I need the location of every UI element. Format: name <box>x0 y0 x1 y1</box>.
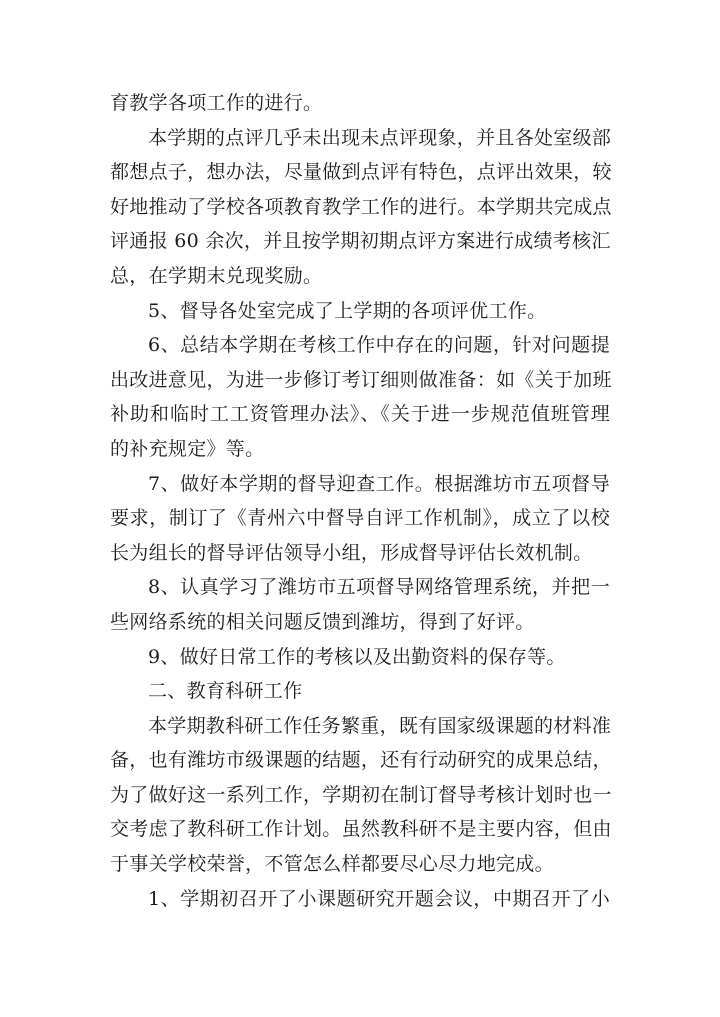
text-line: 出改进意见，为进一步修订考订细则做准备：如《关于加班 <box>110 368 612 391</box>
text-line: 本学期教科研工作任务繁重，既有国家级课题的材料准 <box>148 714 612 737</box>
document-page <box>110 86 610 916</box>
text-line: 9、做好日常工作的考核以及出勤资料的保存等。 <box>148 645 566 668</box>
text-line: 为了做好这一系列工作，学期初在制订督导考核计划时也一 <box>110 783 612 806</box>
text-line: 育教学各项工作的进行。 <box>110 92 323 114</box>
text-line: 长为组长的督导评估领导小组，形成督导评估长效机制。 <box>110 541 593 564</box>
text-line: 要求，制订了《青州六中督导自评工作机制》，成立了以校 <box>110 507 610 530</box>
text-line: 备，也有潍坊市级课题的结题，还有行动研究的成果总结， <box>110 749 612 772</box>
text-line: 1、学期初召开了小课题研究开题会议，中期召开了小 <box>148 887 610 910</box>
text-line: 本学期的点评几乎未出现未点评现象，并且各处室级部 <box>148 126 612 149</box>
text-line: 的补充规定》等。 <box>110 437 265 460</box>
text-line: 些网络系统的相关问题反馈到潍坊，得到了好评。 <box>110 610 535 633</box>
text-line: 补助和临时工工资管理办法》、《关于进一步规范值班管理 <box>110 403 610 426</box>
text-line: 5、督导各处室完成了上学期的各项评优工作。 <box>148 299 547 322</box>
text-line: 好地推动了学校各项教育教学工作的进行。本学期共完成点 <box>110 195 612 218</box>
text-line: 评通报 60 余次，并且按学期初期点评方案进行成绩考核汇 <box>110 230 611 253</box>
text-line: 7、做好本学期的督导迎查工作。根据潍坊市五项督导 <box>148 472 610 495</box>
text-line: 6、总结本学期在考核工作中存在的问题，针对问题提 <box>148 334 610 357</box>
text-line: 8、认真学习了潍坊市五项督导网络管理系统，并把一 <box>148 576 610 599</box>
text-line: 于事关学校荣誉，不管怎么样都要尽心尽力地完成。 <box>110 853 554 876</box>
text-line: 都想点子，想办法，尽量做到点评有特色，点评出效果，较 <box>110 161 612 184</box>
text-line: 交考虑了教科研工作计划。虽然教科研不是主要内容，但由 <box>110 818 612 841</box>
text-line: 总，在学期末兑现奖励。 <box>110 264 323 287</box>
text-line: 二、教育科研工作 <box>148 680 303 703</box>
